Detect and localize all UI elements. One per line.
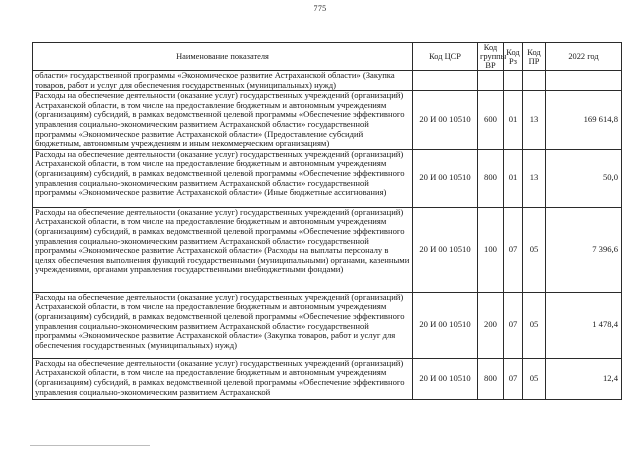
budget-table [32,42,622,400]
row-vr: 200 [478,292,504,358]
table-row [33,207,622,292]
table-row [33,71,622,91]
row-value: 12,4 [546,358,622,399]
page-number: 775 [313,4,327,13]
row-pr: 05 [523,292,546,358]
row-csr: 20 И 00 10510 [413,292,478,358]
header-csr: Код ЦСР [413,43,478,71]
row-vr [478,71,504,91]
header-pr: Код ПР [523,43,546,71]
row-rz: 07 [504,207,523,292]
table-header-row [33,43,622,71]
table-row [33,358,622,399]
row-rz: 01 [504,91,523,150]
row-value: 169 614,8 [546,91,622,150]
row-pr: 05 [523,207,546,292]
row-rz: 07 [504,292,523,358]
row-rz: 07 [504,358,523,399]
row-rz: 01 [504,149,523,207]
bottom-rule [30,445,150,446]
row-value: 1 478,4 [546,292,622,358]
header-rz: Код Рз [504,43,523,71]
row-pr: 13 [523,91,546,150]
table-row [33,149,622,207]
row-vr: 800 [478,149,504,207]
row-vr: 600 [478,91,504,150]
row-name: Расходы на обеспечение деятельности (оказание услуг) государственных учреждений (организаций) Астраханской области, в том числе на предоставление бюджетным и автономным учреждениям (организациям) субсидий, в рамках ведомственной целевой программы «Обеспечение эффективного управления социально-экономическим развитием Астраханской области» государственной программы «Экономическое развитие Астраханской области» (Закупка товаров, работ и услуг для обеспечения государственных (муниципальных) нужд) [33,292,413,358]
row-name: Расходы на обеспечение деятельности (оказание услуг) государственных учреждений (организаций) Астраханской области, в том числе на предоставление бюджетным и автономным учреждениям (организациям) субсидий, в рамках ведомственной целевой программы «Обеспечение эффективного управления социально-экономическим развитием Астраханской области» государственной программы «Экономическое развитие Астраханской области» (Расходы на выплаты персоналу в целях обеспечения выполнения функций государственными (муниципальными) органами, казенными учреждениями, органами управления государственными внебюджетными фондами) [33,207,413,292]
row-pr: 13 [523,149,546,207]
row-csr: 20 И 00 10510 [413,149,478,207]
row-value: 50,0 [546,149,622,207]
row-csr: 20 И 00 10510 [413,207,478,292]
row-csr [413,71,478,91]
row-value [546,71,622,91]
row-csr: 20 И 00 10510 [413,358,478,399]
table-row [33,91,622,150]
row-value: 7 396,6 [546,207,622,292]
row-rz [504,71,523,91]
header-name: Наименование показателя [33,43,413,71]
row-csr: 20 И 00 10510 [413,91,478,150]
row-name: области» государственной программы «Экономическое развитие Астраханской области» (Закупка товаров, работ и услуг для обеспечения государственных (муниципальных) нужд) [33,71,413,91]
table-row [33,292,622,358]
row-vr: 100 [478,207,504,292]
row-name: Расходы на обеспечение деятельности (оказание услуг) государственных учреждений (организаций) Астраханской области, в том числе на предоставление бюджетным и автономным учреждениям (организациям) субсидий, в рамках ведомственной целевой программы «Обеспечение эффективного управления социально-экономическим развитием Астраханской [33,358,413,399]
row-pr: 05 [523,358,546,399]
header-vr: Код группы ВР [478,43,504,71]
row-name: Расходы на обеспечение деятельности (оказание услуг) государственных учреждений (организаций) Астраханской области, в том числе на предоставление бюджетным и автономным учреждениям (организациям) субсидий, в рамках ведомственной целевой программы «Обеспечение эффективного управления социально-экономическим развитием Астраханской области» государственной программы «Экономическое развитие Астраханской области» (Иные бюджетные ассигнования) [33,149,413,207]
row-name: Расходы на обеспечение деятельности (оказание услуг) государственных учреждений (организаций) Астраханской области, в том числе на предоставление бюджетным и автономным учреждениям (организациям) субсидий, в рамках ведомственной целевой программы «Обеспечение эффективного управления социально-экономическим развитием Астраханской области» государственной программы «Экономическое развитие Астраханской области» (Предоставление субсидий бюджетным, автономным учреждениям и иным некоммерческим организациям) [33,91,413,150]
header-year: 2022 год [546,43,622,71]
row-pr [523,71,546,91]
row-vr: 800 [478,358,504,399]
